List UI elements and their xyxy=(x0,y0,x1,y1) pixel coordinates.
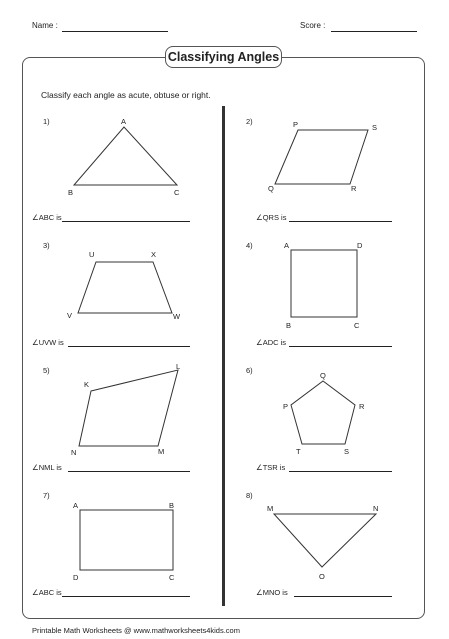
parallelogram-shape xyxy=(275,130,368,184)
problem-7-answer-line[interactable] xyxy=(62,596,190,597)
pentagon-shape xyxy=(291,381,355,444)
problem-6-figure xyxy=(275,366,385,461)
vertex-label: D xyxy=(73,573,79,582)
title-box xyxy=(165,46,282,68)
page-title: Classifying Angles xyxy=(167,50,280,64)
vertex-label: D xyxy=(357,241,363,250)
problem-1-answer-line[interactable] xyxy=(62,221,190,222)
triangle-shape xyxy=(274,514,376,567)
problem-2-number: 2) xyxy=(246,117,253,126)
problem-5-answer-line[interactable] xyxy=(68,471,190,472)
problem-3-figure xyxy=(60,245,200,325)
triangle-shape xyxy=(74,127,177,185)
vertex-label: C xyxy=(174,188,180,197)
problem-4-figure xyxy=(280,238,380,338)
vertex-label: B xyxy=(169,501,175,510)
name-field[interactable] xyxy=(62,31,168,32)
vertex-label: S xyxy=(372,123,378,132)
problem-8-answer-line[interactable] xyxy=(294,596,392,597)
score-field[interactable] xyxy=(331,31,417,32)
problem-2-answer-label: ∠QRS is xyxy=(256,213,287,222)
problem-3-number: 3) xyxy=(43,241,50,250)
vertex-label: R xyxy=(351,184,357,193)
vertex-label: B xyxy=(286,321,292,330)
vertex-label: Q xyxy=(320,371,326,380)
vertex-label: A xyxy=(73,501,79,510)
vertex-label: C xyxy=(169,573,175,582)
problem-8-figure xyxy=(262,500,392,585)
square-shape xyxy=(291,250,357,317)
problem-5-figure xyxy=(65,362,200,462)
problem-6-answer-line[interactable] xyxy=(289,471,392,472)
vertex-label: R xyxy=(359,402,365,411)
problem-1-figure xyxy=(60,115,200,205)
vertex-label: V xyxy=(67,311,73,320)
problem-2-figure xyxy=(265,115,395,205)
quadrilateral-shape xyxy=(79,370,178,446)
problem-4-number: 4) xyxy=(246,241,253,250)
vertex-label: P xyxy=(283,402,289,411)
vertex-label: N xyxy=(373,504,379,513)
vertex-label: B xyxy=(68,188,74,197)
vertex-label: A xyxy=(121,117,127,126)
problem-3-answer-line[interactable] xyxy=(68,346,190,347)
name-label: Name : xyxy=(32,21,58,30)
column-divider xyxy=(222,106,225,606)
vertex-label: W xyxy=(173,312,181,321)
vertex-label: N xyxy=(71,448,77,457)
vertex-label: T xyxy=(296,447,301,456)
problem-8-answer-label: ∠MNO is xyxy=(256,588,288,597)
problem-5-number: 5) xyxy=(43,366,50,375)
score-label: Score : xyxy=(300,21,326,30)
problem-2-answer-line[interactable] xyxy=(289,221,392,222)
problem-7-number: 7) xyxy=(43,491,50,500)
vertex-label: P xyxy=(293,120,299,129)
problem-7-answer-label: ∠ABC is xyxy=(32,588,62,597)
problem-6-number: 6) xyxy=(246,366,253,375)
vertex-label: L xyxy=(176,362,181,371)
problem-8-number: 8) xyxy=(246,491,253,500)
vertex-label: M xyxy=(267,504,274,513)
vertex-label: C xyxy=(354,321,360,330)
vertex-label: Q xyxy=(268,184,274,193)
vertex-label: M xyxy=(158,447,165,456)
problem-6-answer-label: ∠TSR is xyxy=(256,463,286,472)
vertex-label: O xyxy=(319,572,325,581)
trapezoid-shape xyxy=(78,262,172,313)
problem-1-number: 1) xyxy=(43,117,50,126)
vertex-label: A xyxy=(284,241,290,250)
rectangle-shape xyxy=(80,510,173,570)
problem-4-answer-label: ∠ADC is xyxy=(256,338,287,347)
instructions: Classify each angle as acute, obtuse or right. xyxy=(41,90,211,100)
problem-3-answer-label: ∠UVW is xyxy=(32,338,64,347)
vertex-label: U xyxy=(89,250,95,259)
vertex-label: S xyxy=(344,447,350,456)
vertex-label: K xyxy=(84,380,90,389)
footer-text: Printable Math Worksheets @ www.mathworksheets4kids.com xyxy=(32,626,240,635)
problem-7-figure xyxy=(66,498,186,588)
problem-1-answer-label: ∠ABC is xyxy=(32,213,62,222)
problem-5-answer-label: ∠NML is xyxy=(32,463,62,472)
vertex-label: X xyxy=(151,250,157,259)
problem-4-answer-line[interactable] xyxy=(289,346,392,347)
